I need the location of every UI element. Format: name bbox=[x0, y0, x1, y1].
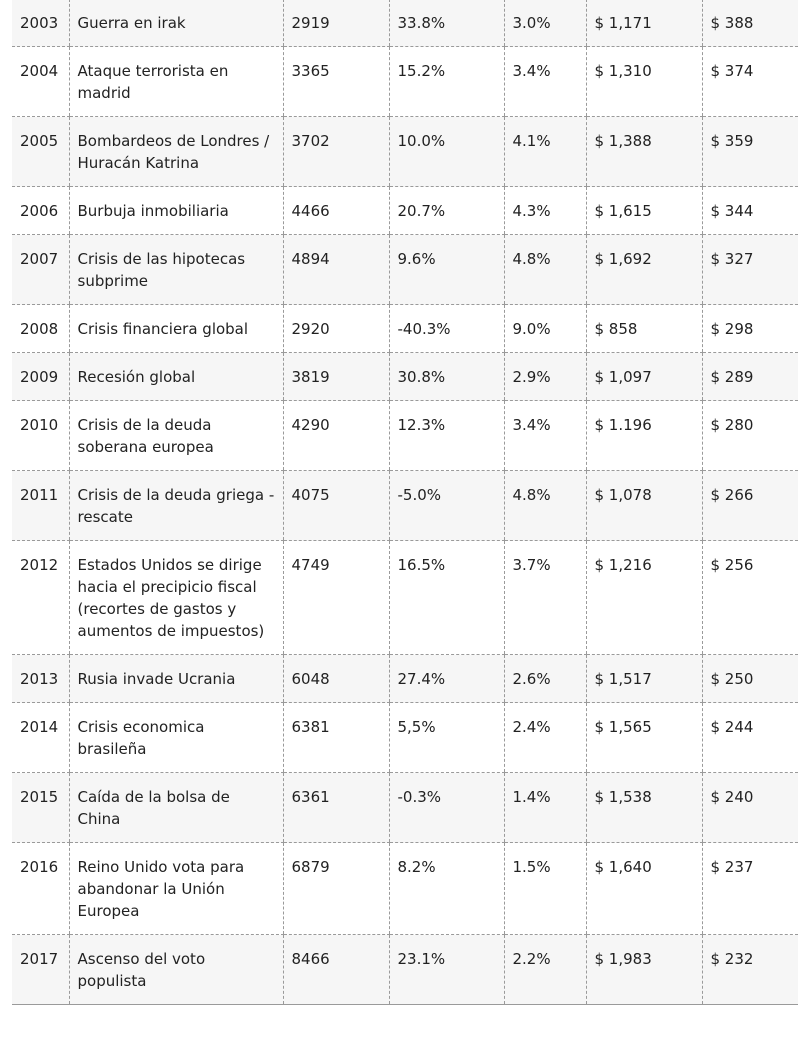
table-row bbox=[12, 235, 798, 305]
value-cell: $ 1,538 bbox=[586, 773, 702, 843]
value-cell: $ 1,388 bbox=[586, 117, 702, 187]
year-cell: 2015 bbox=[12, 773, 69, 843]
year-cell: 2009 bbox=[12, 353, 69, 401]
dollar-cell: $ 289 bbox=[702, 353, 798, 401]
return-cell: -0.3% bbox=[389, 773, 504, 843]
index-cell: 6381 bbox=[283, 703, 389, 773]
return-cell: 10.0% bbox=[389, 117, 504, 187]
value-cell: $ 1,310 bbox=[586, 47, 702, 117]
inflation-cell: 2.6% bbox=[504, 655, 586, 703]
value-cell: $ 1,078 bbox=[586, 471, 702, 541]
dollar-cell: $ 266 bbox=[702, 471, 798, 541]
table-row bbox=[12, 773, 798, 843]
year-cell: 2010 bbox=[12, 401, 69, 471]
value-cell: $ 1,692 bbox=[586, 235, 702, 305]
year-cell: 2004 bbox=[12, 47, 69, 117]
data-table bbox=[12, 0, 798, 1005]
table-row bbox=[12, 471, 798, 541]
dollar-cell: $ 244 bbox=[702, 703, 798, 773]
index-cell: 4466 bbox=[283, 187, 389, 235]
index-cell: 4894 bbox=[283, 235, 389, 305]
dollar-cell: $ 327 bbox=[702, 235, 798, 305]
return-cell: 16.5% bbox=[389, 541, 504, 655]
year-cell: 2017 bbox=[12, 935, 69, 1005]
value-cell: $ 1,517 bbox=[586, 655, 702, 703]
event-cell: Crisis economica brasileña bbox=[69, 703, 283, 773]
inflation-cell: 4.1% bbox=[504, 117, 586, 187]
year-cell: 2011 bbox=[12, 471, 69, 541]
index-cell: 8466 bbox=[283, 935, 389, 1005]
event-cell: Caída de la bolsa de China bbox=[69, 773, 283, 843]
inflation-cell: 4.3% bbox=[504, 187, 586, 235]
year-cell: 2003 bbox=[12, 0, 69, 47]
return-cell: 15.2% bbox=[389, 47, 504, 117]
dollar-cell: $ 298 bbox=[702, 305, 798, 353]
index-cell: 4290 bbox=[283, 401, 389, 471]
return-cell: 9.6% bbox=[389, 235, 504, 305]
table-row bbox=[12, 401, 798, 471]
table-row bbox=[12, 655, 798, 703]
value-cell: $ 1,983 bbox=[586, 935, 702, 1005]
table-body bbox=[12, 0, 798, 1005]
index-cell: 3365 bbox=[283, 47, 389, 117]
year-cell: 2012 bbox=[12, 541, 69, 655]
event-cell: Ascenso del voto populista bbox=[69, 935, 283, 1005]
index-cell: 2919 bbox=[283, 0, 389, 47]
event-cell: Crisis de la deuda griega - rescate bbox=[69, 471, 283, 541]
event-cell: Rusia invade Ucrania bbox=[69, 655, 283, 703]
year-cell: 2005 bbox=[12, 117, 69, 187]
dollar-cell: $ 237 bbox=[702, 843, 798, 935]
index-cell: 6048 bbox=[283, 655, 389, 703]
value-cell: $ 1,171 bbox=[586, 0, 702, 47]
inflation-cell: 3.7% bbox=[504, 541, 586, 655]
dollar-cell: $ 388 bbox=[702, 0, 798, 47]
inflation-cell: 2.4% bbox=[504, 703, 586, 773]
table-row bbox=[12, 305, 798, 353]
event-cell: Estados Unidos se dirige hacia el precipicio fiscal (recortes de gastos y aumentos de impuestos) bbox=[69, 541, 283, 655]
table-row bbox=[12, 117, 798, 187]
value-cell: $ 1,097 bbox=[586, 353, 702, 401]
inflation-cell: 2.9% bbox=[504, 353, 586, 401]
dollar-cell: $ 359 bbox=[702, 117, 798, 187]
dollar-cell: $ 280 bbox=[702, 401, 798, 471]
event-cell: Recesión global bbox=[69, 353, 283, 401]
return-cell: 20.7% bbox=[389, 187, 504, 235]
value-cell: $ 1,615 bbox=[586, 187, 702, 235]
return-cell: 27.4% bbox=[389, 655, 504, 703]
event-cell: Bombardeos de Londres / Huracán Katrina bbox=[69, 117, 283, 187]
inflation-cell: 3.4% bbox=[504, 401, 586, 471]
year-cell: 2014 bbox=[12, 703, 69, 773]
event-cell: Crisis de la deuda soberana europea bbox=[69, 401, 283, 471]
index-cell: 2920 bbox=[283, 305, 389, 353]
inflation-cell: 9.0% bbox=[504, 305, 586, 353]
dollar-cell: $ 344 bbox=[702, 187, 798, 235]
inflation-cell: 1.4% bbox=[504, 773, 586, 843]
dollar-cell: $ 240 bbox=[702, 773, 798, 843]
value-cell: $ 1.196 bbox=[586, 401, 702, 471]
return-cell: 12.3% bbox=[389, 401, 504, 471]
value-cell: $ 1,640 bbox=[586, 843, 702, 935]
inflation-cell: 3.4% bbox=[504, 47, 586, 117]
index-cell: 6879 bbox=[283, 843, 389, 935]
event-cell: Guerra en irak bbox=[69, 0, 283, 47]
inflation-cell: 4.8% bbox=[504, 471, 586, 541]
year-cell: 2006 bbox=[12, 187, 69, 235]
index-cell: 3819 bbox=[283, 353, 389, 401]
table-row bbox=[12, 935, 798, 1005]
index-cell: 4749 bbox=[283, 541, 389, 655]
index-cell: 3702 bbox=[283, 117, 389, 187]
inflation-cell: 1.5% bbox=[504, 843, 586, 935]
index-cell: 4075 bbox=[283, 471, 389, 541]
inflation-cell: 4.8% bbox=[504, 235, 586, 305]
value-cell: $ 1,565 bbox=[586, 703, 702, 773]
event-cell: Crisis de las hipotecas subprime bbox=[69, 235, 283, 305]
return-cell: 5,5% bbox=[389, 703, 504, 773]
dollar-cell: $ 232 bbox=[702, 935, 798, 1005]
year-cell: 2013 bbox=[12, 655, 69, 703]
return-cell: 8.2% bbox=[389, 843, 504, 935]
return-cell: -40.3% bbox=[389, 305, 504, 353]
dollar-cell: $ 374 bbox=[702, 47, 798, 117]
table-row bbox=[12, 541, 798, 655]
inflation-cell: 3.0% bbox=[504, 0, 586, 47]
return-cell: 23.1% bbox=[389, 935, 504, 1005]
table-row bbox=[12, 353, 798, 401]
return-cell: -5.0% bbox=[389, 471, 504, 541]
event-cell: Ataque terrorista en madrid bbox=[69, 47, 283, 117]
event-cell: Reino Unido vota para abandonar la Unión Europea bbox=[69, 843, 283, 935]
value-cell: $ 858 bbox=[586, 305, 702, 353]
table-row bbox=[12, 703, 798, 773]
year-cell: 2007 bbox=[12, 235, 69, 305]
table-row bbox=[12, 0, 798, 47]
dollar-cell: $ 256 bbox=[702, 541, 798, 655]
inflation-cell: 2.2% bbox=[504, 935, 586, 1005]
table-row bbox=[12, 187, 798, 235]
return-cell: 30.8% bbox=[389, 353, 504, 401]
return-cell: 33.8% bbox=[389, 0, 504, 47]
table-row bbox=[12, 843, 798, 935]
event-cell: Crisis financiera global bbox=[69, 305, 283, 353]
year-cell: 2016 bbox=[12, 843, 69, 935]
table-row bbox=[12, 47, 798, 117]
value-cell: $ 1,216 bbox=[586, 541, 702, 655]
index-cell: 6361 bbox=[283, 773, 389, 843]
event-cell: Burbuja inmobiliaria bbox=[69, 187, 283, 235]
dollar-cell: $ 250 bbox=[702, 655, 798, 703]
year-cell: 2008 bbox=[12, 305, 69, 353]
